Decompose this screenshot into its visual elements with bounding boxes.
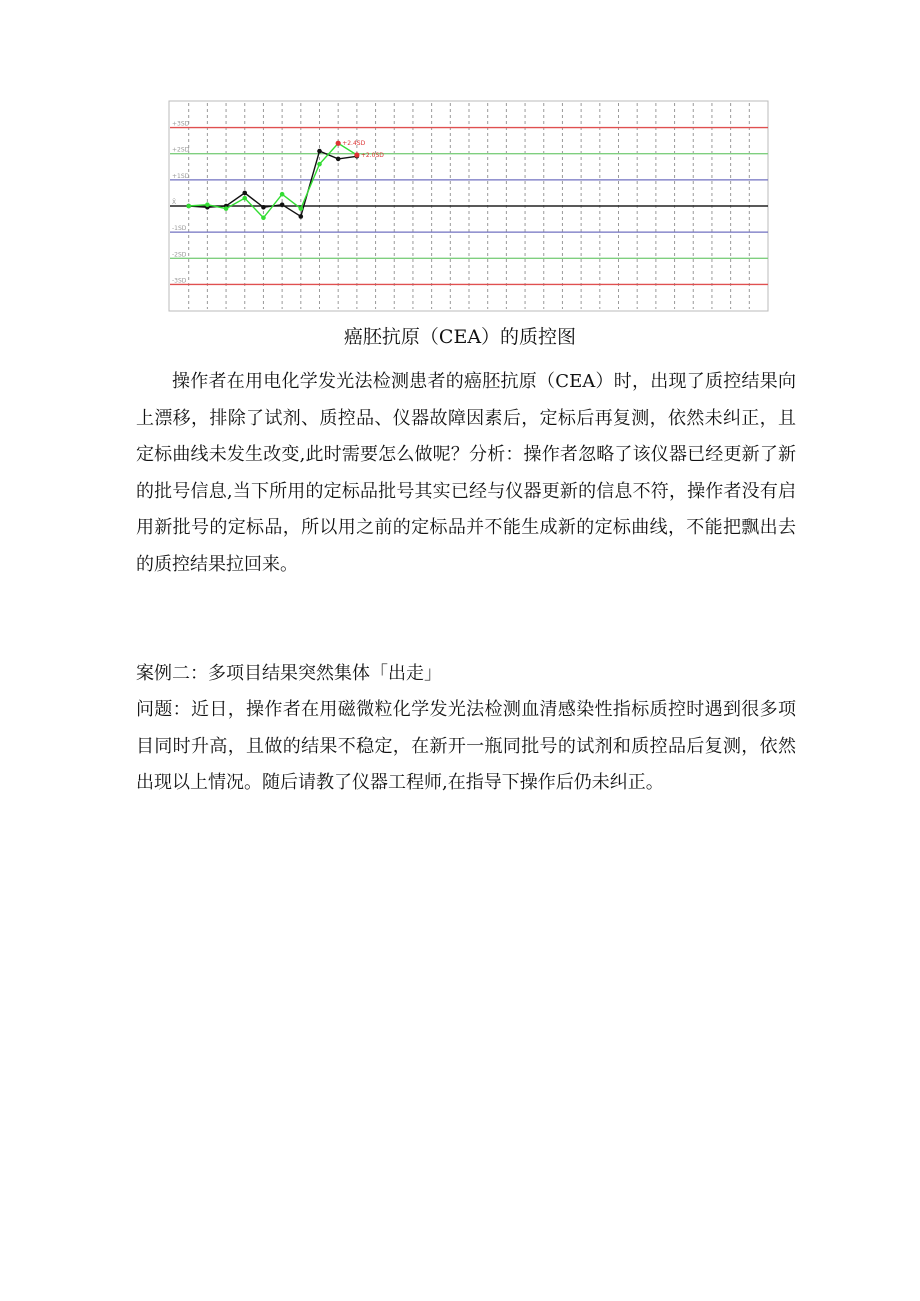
series-point [261,205,266,210]
y-tick-label: -3SD [172,277,187,285]
series-point [299,214,304,219]
y-tick-label: +2SD [172,146,190,154]
series-point [242,191,247,196]
series-point [317,162,322,167]
y-tick-label: +1SD [172,172,190,180]
series-point [280,192,285,197]
out-of-control-label: +2.4SD [342,140,366,148]
case-two-heading: 案例二：多项目结果突然集体「出走」 [136,663,442,684]
series-point [280,202,285,207]
chart-caption: 癌胚抗原（CEA）的质控图 [343,326,577,348]
paragraph-case-two: 问题：近日，操作者在用磁微粒化学发光法检测血清感染性指标质控时遇到很多项目同时升高，且做的结果不稳定，在新开一瓶同批号的试剂和质控品后复测，依然出现以上情况。随后请教了仪器工程师,在指导下操作后仍未纠正。 [136,699,796,793]
y-tick-label: X̄ [172,199,177,206]
series-point [261,215,266,220]
out-of-control-point [354,152,359,157]
paragraph-analysis: 操作者在用电化学发光法检测患者的癌胚抗原（CEA）时，出现了质控结果向上漂移，排除了试剂、质控品、仪器故障因素后，定标后再复测，依然未纠正，且定标曲线未发生改变,此时需要怎么做呢？分析：操作者忽略了该仪器已经更新了新的批号信息,当下所用的定标品批号其实已经与仪器更新的信息不符，操作者没有启用新批号的定标品，所以用之前的定标品并不能生成新的定标曲线，不能把飘出去的质控结果拉回来。 [136,371,796,575]
series-point [336,157,341,162]
out-of-control-point [336,141,341,146]
series-point [242,196,247,201]
series-point [224,206,229,211]
y-tick-label: -1SD [172,225,187,233]
qc-chart-svg [168,100,770,312]
series-point [186,204,191,209]
series-point [299,206,304,211]
y-tick-label: +3SD [172,120,190,128]
out-of-control-label: +2.0SD [360,152,384,159]
series-point [317,149,322,154]
qc-chart [168,100,770,312]
series-point [205,202,210,207]
y-tick-label: -2SD [172,251,187,259]
